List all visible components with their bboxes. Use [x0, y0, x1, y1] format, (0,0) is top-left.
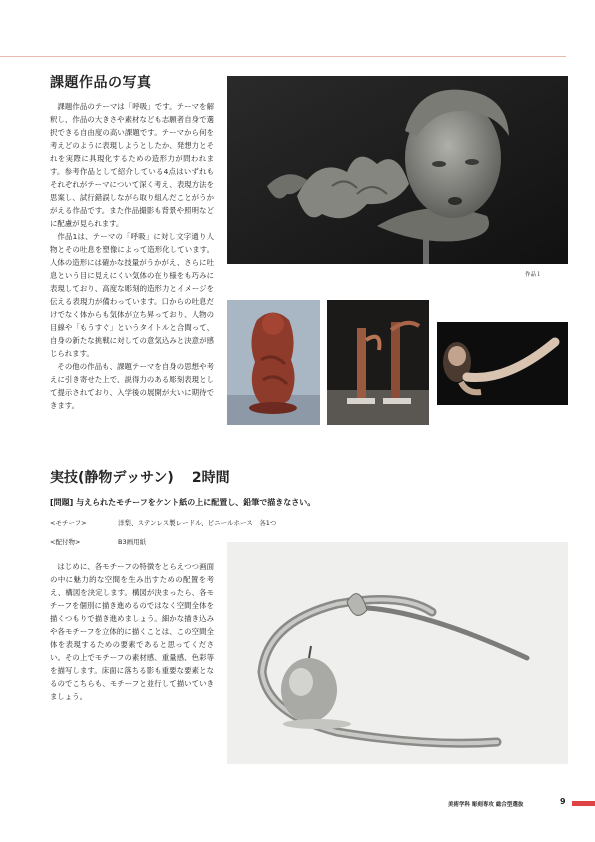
pear-ladle-hose-image [227, 542, 568, 764]
section-photos-text [50, 100, 214, 412]
distribution-label: <配付物> [50, 538, 81, 546]
practical-time: 2時間 [191, 470, 230, 486]
motif-label: <モチーフ> [50, 519, 87, 527]
work1-photo [227, 76, 568, 264]
still-life-drawing [227, 542, 568, 764]
paragraph: はじめに、各モチーフの特徴をとらえつつ画面の中に魅力的な空間を生み出すための配置を考え、構図を決定します。構図が決まったら、各モチーフを個別に描き進めるのではなく空間全体を描くつもりで描き進めましょう。細かな描き込みや各モチーフを立体的に描くことは、この空間全体を表現するための要素であると思ってください。その上でモチーフの素材感、重量感、色彩等を描写します。床面に落ちる影も重要な要素となるのでこちらも、モチーフと並行して描いていきましょう。 [50, 562, 214, 701]
distribution-value: B3画用紙 [118, 538, 147, 546]
motif-row [50, 518, 277, 527]
red-figure-image [227, 300, 320, 425]
problem-statement: [問題] 与えられたモチーフをケント紙の上に配置し、鉛筆で描きなさい。 [50, 498, 316, 507]
work1-caption: 作品１ [525, 272, 542, 278]
practical-title: 実技(静物デッサン) [50, 470, 174, 486]
poles-image [327, 300, 429, 425]
section-practical-text [50, 560, 214, 703]
work4-photo [437, 322, 568, 405]
section-heading-photos: 課題作品の写真 [50, 75, 152, 91]
top-rule [0, 56, 566, 57]
footer-label: 美術学科 彫刻専攻 総合型選抜 [448, 802, 524, 808]
work2-photo [227, 300, 320, 425]
motif-value: 洋梨、ステンレス製レードル、ビニールホース 各1つ [118, 519, 277, 527]
section-heading-practical [50, 467, 230, 487]
clay-bust-image [227, 76, 568, 264]
page-accent-bar [572, 801, 595, 806]
paragraph: その他の作品も、課題テーマを自身の思想や考えに引き寄せた上で、説得力のある彫刻表現として提示されており、入学後の展開が大いに期待できます。 [50, 362, 214, 410]
paragraph: 課題作品のテーマは「呼吸」です。テーマを解釈し、作品の大きさや素材なども志願者自身で選択できる自由度の高い課題です。テーマから何を考えどのように表現しようとしたか、発想力とそれを実際に具現化するための造形力が問われます。参考作品として紹介している4点はいずれもそれぞれがテーマについて深く考え、表現方法を思案し、試行錯誤しながら取り組んだことがうかがえる作品です。また作品撮影も背景や照明などに配慮が見られます。 [50, 102, 214, 228]
page-number: 9 [560, 797, 566, 806]
work3-photo [327, 300, 429, 425]
distribution-row [50, 537, 147, 546]
paragraph: 作品1は、テーマの「呼吸」に対し文字通り人物とその吐息を塑像によって造形化しています。人体の造形には確かな技量がうかがえ、さらに吐息という目に見えにくい気体の在り様をも巧みに表現しており、高度な彫刻的造形力とイメージを伝える表現力が備わっています。口からの吐息だけでなく体からも気体が立ち昇っており、人物の目線や「もうすぐ」というタイトルと合間って、自身の新たな挑戦に対しての意気込みと決意が感じられます。 [50, 232, 214, 358]
figure-arm-image [437, 322, 568, 405]
